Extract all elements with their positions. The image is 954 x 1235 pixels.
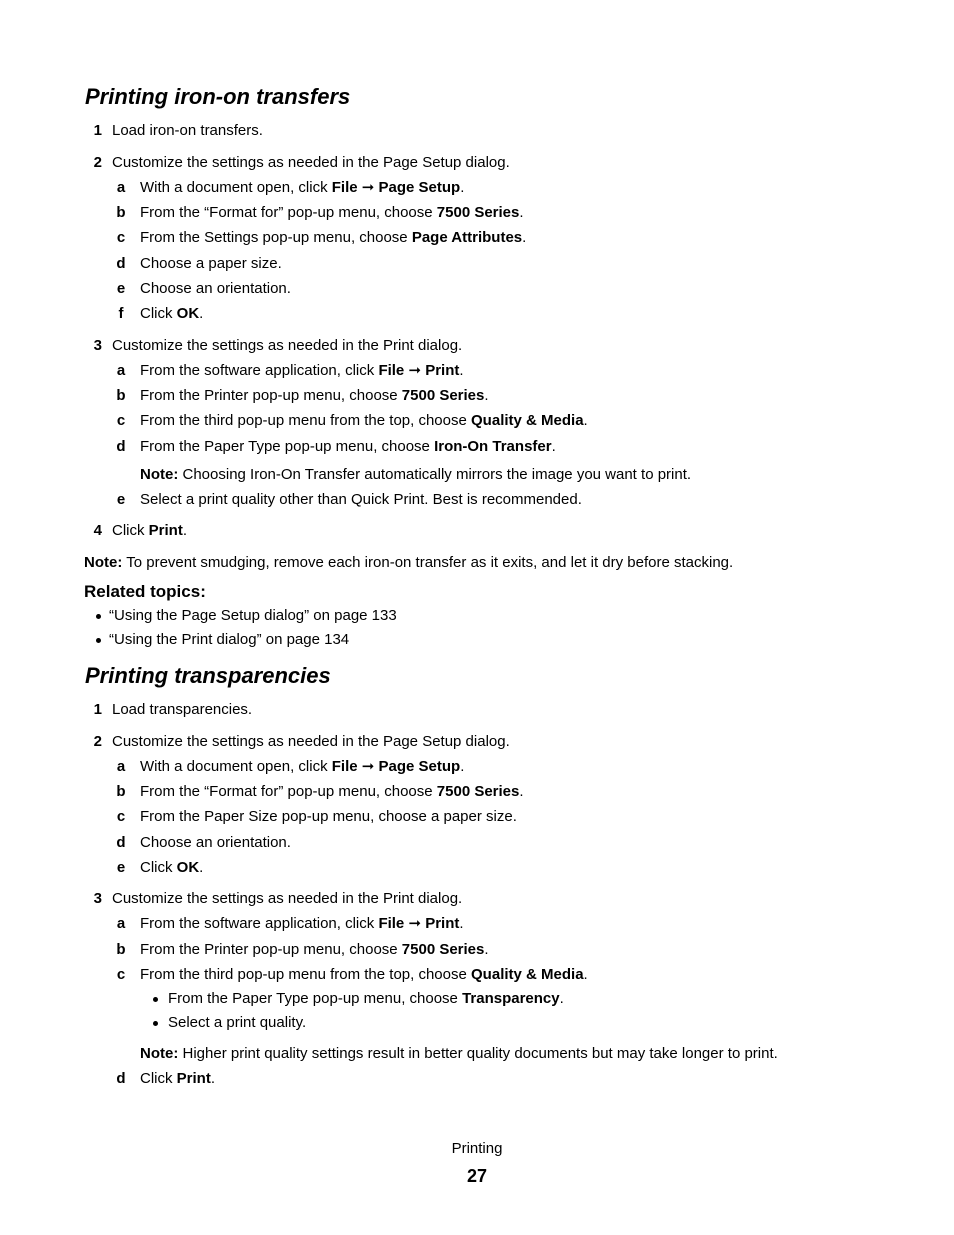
substep-letter: f xyxy=(118,305,124,322)
list-item[interactable] xyxy=(96,631,349,649)
step-text: Customize the settings as needed in the Page Setup dialog. xyxy=(112,733,510,750)
substep-letter: c xyxy=(116,966,126,983)
related-topics-heading: Related topics: xyxy=(84,582,206,601)
substep-text: Choose a paper size. xyxy=(140,255,282,272)
step-number: 4 xyxy=(93,522,102,539)
substep-letter: a xyxy=(116,915,126,932)
substep-letter: b xyxy=(116,387,126,404)
arrow-icon: ➞ xyxy=(361,758,375,775)
substep-text: From the Paper Type pop-up menu, choose Iron-On Transfer. xyxy=(140,438,556,455)
substep-text: From the software application, click File ➞ Print. xyxy=(140,362,464,379)
step-text: Customize the settings as needed in the Page Setup dialog. xyxy=(112,154,510,171)
step-text: Load iron-on transfers. xyxy=(112,122,263,139)
substep-letter: e xyxy=(116,280,126,297)
note: Note: To prevent smudging, remove each iron-on transfer as it exits, and let it dry before stacking. xyxy=(84,554,734,571)
substep-letter: b xyxy=(116,941,126,958)
substep-text: From the third pop-up menu from the top, choose Quality & Media. xyxy=(140,412,588,429)
substep-text: From the “Format for” pop-up menu, choose 7500 Series. xyxy=(140,204,524,221)
bullet-icon xyxy=(153,1021,158,1026)
substep-letter: d xyxy=(116,1070,126,1087)
substep-letter: d xyxy=(116,834,126,851)
substep-letter: b xyxy=(116,204,126,221)
substep-text: Choose an orientation. xyxy=(140,280,291,297)
substep-text: From the software application, click File ➞ Print. xyxy=(140,915,464,932)
substep-letter: d xyxy=(116,255,126,272)
step-number: 3 xyxy=(93,890,102,907)
step-text: Click Print. xyxy=(112,522,188,539)
substep-letter: c xyxy=(116,412,126,429)
substep-letter: c xyxy=(116,229,126,246)
bullet-icon xyxy=(96,614,101,619)
list-item[interactable] xyxy=(96,607,397,625)
arrow-icon: ➞ xyxy=(361,179,375,196)
substep-text: From the third pop-up menu from the top, choose Quality & Media. xyxy=(140,966,588,983)
bullet-icon xyxy=(153,997,158,1002)
link: “Using the Page Setup dialog” on page 133 xyxy=(109,607,397,624)
substep-letter: e xyxy=(116,859,126,876)
bullet-item: Select a print quality. xyxy=(153,1014,306,1032)
step-text: Customize the settings as needed in the Print dialog. xyxy=(112,337,463,354)
substep-text: With a document open, click File ➞ Page Setup. xyxy=(140,179,465,196)
step-number: 2 xyxy=(93,154,102,171)
substep-text: From the Printer pop-up menu, choose 7500 Series. xyxy=(140,941,489,958)
section-title-iron-on: Printing iron-on transfers xyxy=(85,84,351,109)
substep-letter: e xyxy=(116,491,126,508)
footer-section-label: Printing xyxy=(451,1140,503,1157)
substep-letter: a xyxy=(116,179,126,196)
substep-text: Click OK. xyxy=(140,305,204,322)
substep-text: From the Printer pop-up menu, choose 7500 Series. xyxy=(140,387,489,404)
substep-text: Select a print quality other than Quick Print. Best is recommended. xyxy=(140,491,582,508)
step-number: 1 xyxy=(93,122,102,139)
substep-text: From the Paper Size pop-up menu, choose a paper size. xyxy=(140,808,517,825)
note: Note: Choosing Iron-On Transfer automatically mirrors the image you want to print. xyxy=(140,466,692,483)
step-number: 2 xyxy=(93,733,102,750)
substep-letter: b xyxy=(116,783,126,800)
bullet-item: From the Paper Type pop-up menu, choose Transparency. xyxy=(153,990,564,1008)
step-text: Customize the settings as needed in the Print dialog. xyxy=(112,890,463,907)
arrow-icon: ➞ xyxy=(408,362,422,379)
substep-text: With a document open, click File ➞ Page Setup. xyxy=(140,758,465,775)
page-number: 27 xyxy=(466,1166,488,1186)
substep-text: Choose an orientation. xyxy=(140,834,291,851)
substep-text: Click Print. xyxy=(140,1070,216,1087)
arrow-icon: ➞ xyxy=(408,915,422,932)
substep-letter: d xyxy=(116,438,126,455)
substep-letter: a xyxy=(116,362,126,379)
step-number: 1 xyxy=(93,701,102,718)
substep-text: From the “Format for” pop-up menu, choose 7500 Series. xyxy=(140,783,524,800)
step-text: Load transparencies. xyxy=(112,701,253,718)
note: Note: Higher print quality settings result in better quality documents but may take longer to print. xyxy=(140,1045,778,1062)
substep-text: Click OK. xyxy=(140,859,204,876)
link: “Using the Print dialog” on page 134 xyxy=(109,631,350,648)
step-number: 3 xyxy=(93,337,102,354)
substep-letter: c xyxy=(116,808,126,825)
substep-text: From the Settings pop-up menu, choose Page Attributes. xyxy=(140,229,527,246)
substep-letter: a xyxy=(116,758,126,775)
bullet-icon xyxy=(96,638,101,643)
section-title-transparencies: Printing transparencies xyxy=(85,663,331,688)
